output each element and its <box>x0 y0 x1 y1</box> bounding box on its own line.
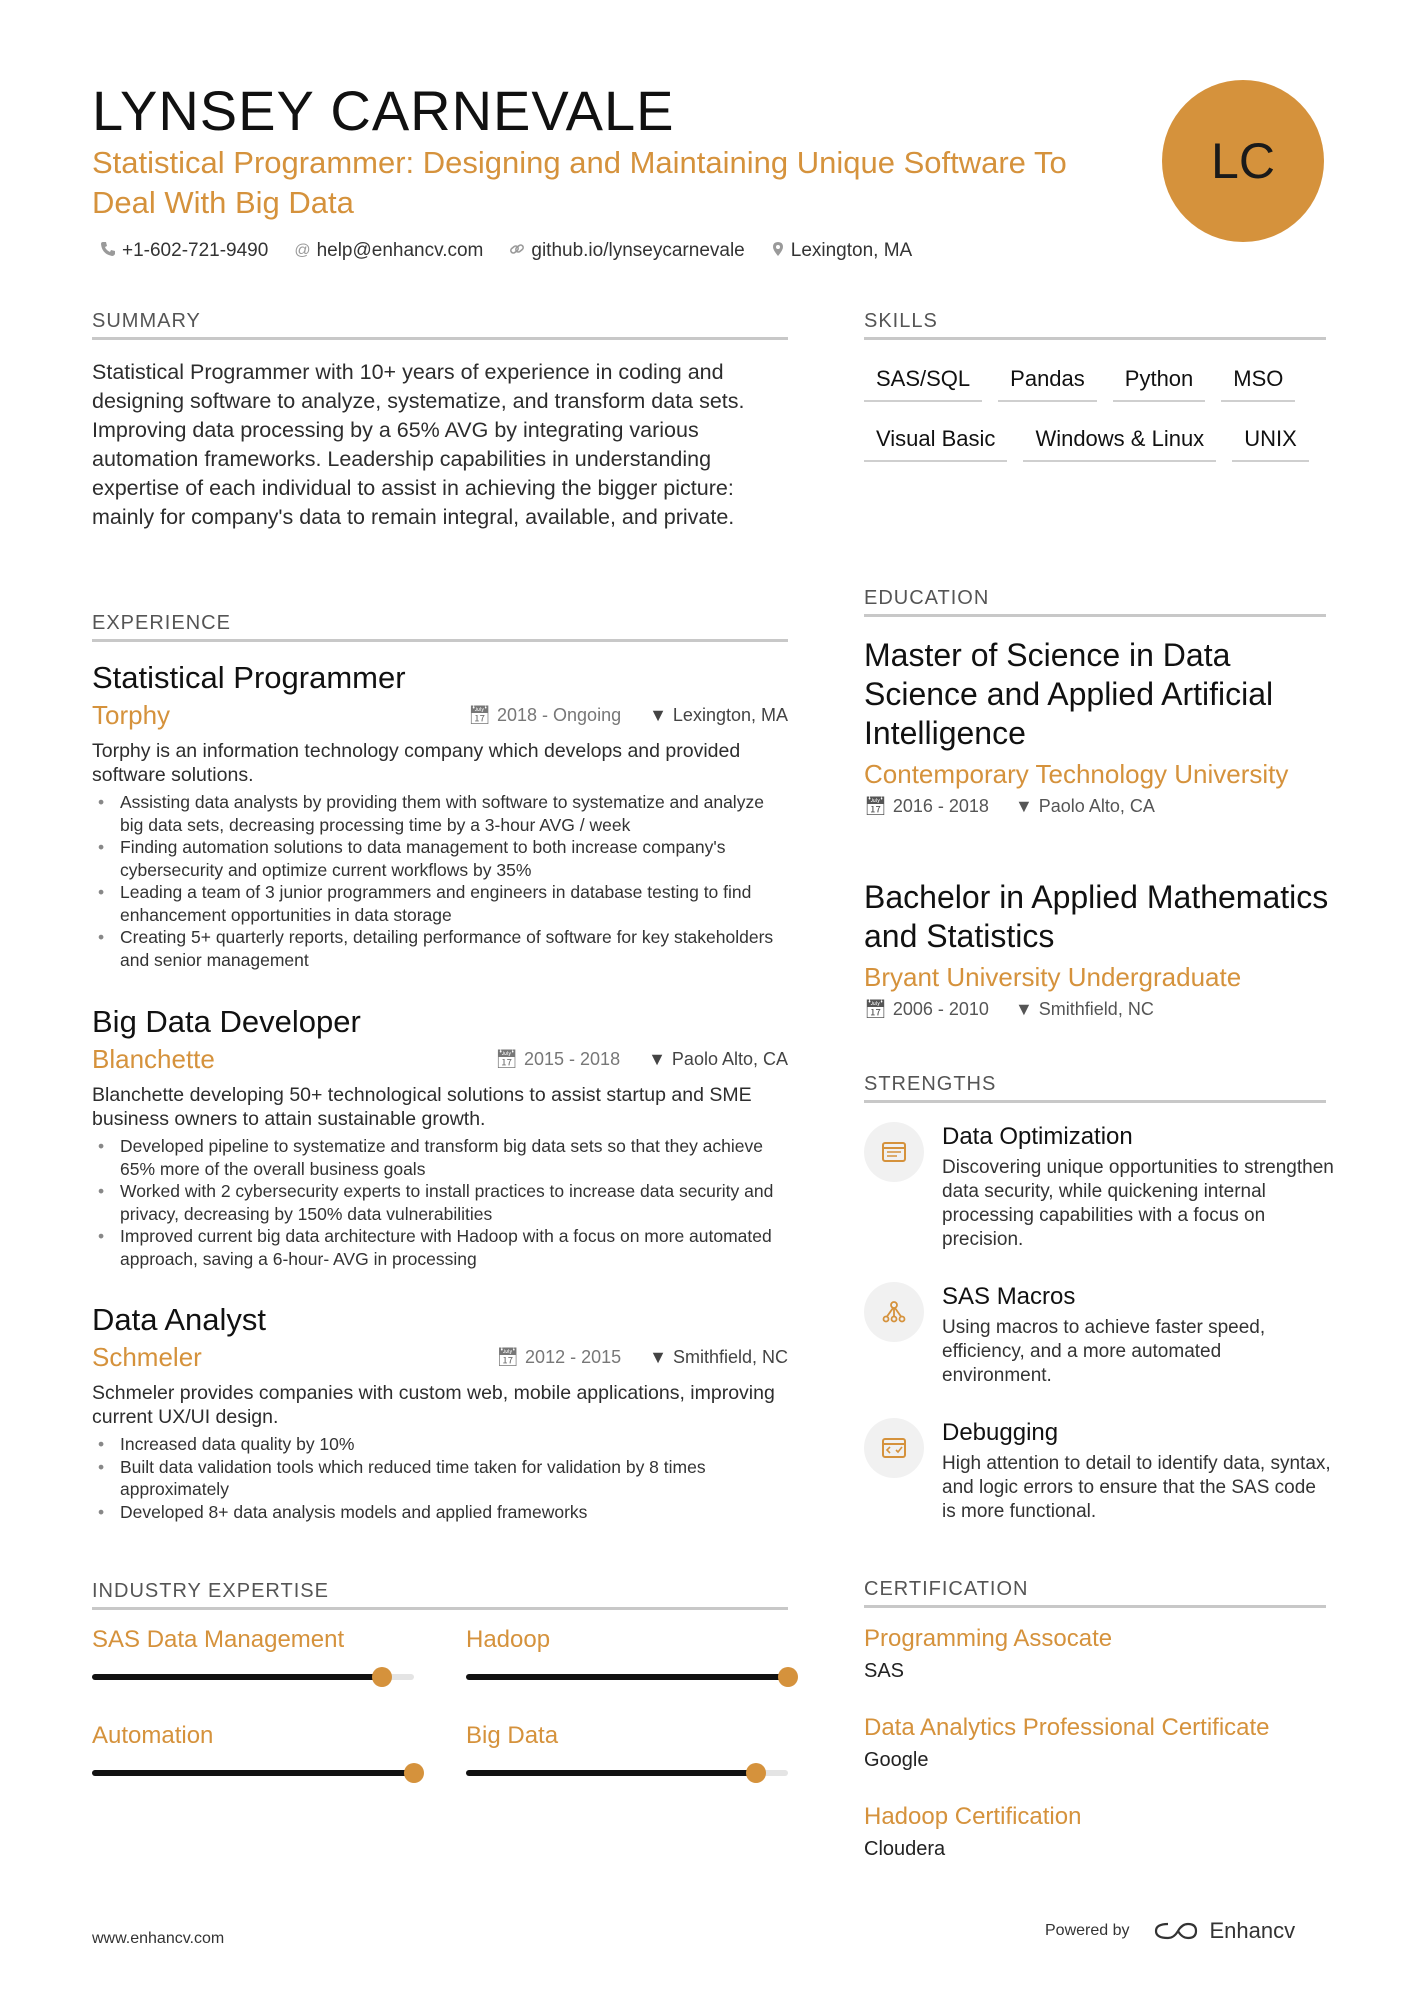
skill-tag: MSO <box>1221 360 1295 402</box>
job-location: ▼ Paolo Alto, CA <box>648 1049 788 1069</box>
network-icon <box>864 1282 924 1342</box>
location-pin-icon: ▼ <box>1014 796 1033 816</box>
certification-title: Hadoop Certification <box>864 1803 1082 1830</box>
expertise-label: Big Data <box>466 1722 559 1749</box>
skill-tag: SAS/SQL <box>864 360 982 402</box>
phone-icon <box>100 241 116 262</box>
job-dates: 📅︎ 2015 - 2018 <box>495 1049 621 1069</box>
link-icon <box>509 241 525 262</box>
list-item: • Finding automation solutions to data management to both increase company's cybersecurity and optimize current workflows by 35% <box>92 836 788 881</box>
expertise-bar-knob <box>778 1667 798 1687</box>
calendar-icon: 📅︎ <box>864 796 887 816</box>
expertise-bar-fill <box>466 1674 788 1680</box>
school-name: Bryant University Undergraduate <box>864 962 1242 992</box>
footer-branding <box>1045 1918 1295 1944</box>
job-title: Data Analyst <box>92 1302 267 1337</box>
strength-description: High attention to detail to identify data, syntax, and logic errors to ensure that the SAS code is more functional. <box>942 1453 1331 1522</box>
company-name: Torphy <box>92 700 171 730</box>
degree: Bachelor in Applied Mathematics and Statistics <box>864 879 1329 954</box>
certification-entry <box>864 1802 1344 1861</box>
section-title-summary: SUMMARY <box>92 310 788 340</box>
contact-location: Lexington, MA <box>771 240 912 262</box>
education-dates: 📅︎ 2016 - 2018 <box>864 796 989 816</box>
list-item: • Increased data quality by 10% <box>92 1433 788 1456</box>
education-entry <box>864 636 1334 817</box>
section-title-industry-expertise: INDUSTRY EXPERTISE <box>92 1580 788 1610</box>
certification-title: Data Analytics Professional Certificate <box>864 1714 1270 1741</box>
contact-email[interactable]: @ help@enhancv.com <box>294 240 484 261</box>
expertise-bar <box>466 1674 788 1680</box>
section-title-certification: CERTIFICATION <box>864 1578 1326 1608</box>
list-item: • Assisting data analysts by providing them with software to systematize and analyze big data sets, decreasing processing time by a 3-hour AVG / week <box>92 791 788 836</box>
job-entry <box>92 1300 788 1523</box>
job-location: ▼ Smithfield, NC <box>649 1347 788 1367</box>
location-pin-icon: ▼ <box>648 1049 666 1069</box>
section-title-education: EDUCATION <box>864 587 1326 617</box>
footer-website[interactable]: www.enhancv.com <box>92 1930 225 1947</box>
code-window-icon <box>864 1418 924 1478</box>
job-entry <box>92 1002 788 1270</box>
skill-tag: Pandas <box>998 360 1097 402</box>
degree: Master of Science in Data Science and Applied Artificial Intelligence <box>864 637 1274 751</box>
strength-title: Data Optimization <box>942 1123 1133 1150</box>
contact-bar <box>100 240 912 262</box>
section-title-strengths: STRENGTHS <box>864 1073 1326 1103</box>
location-pin-icon: ▼ <box>1014 999 1033 1019</box>
calendar-icon: 📅︎ <box>468 705 491 725</box>
list-item: • Developed 8+ data analysis models and applied frameworks <box>92 1501 788 1524</box>
job-description: Schmeler provides companies with custom web, mobile applications, improving current UX/UI design. <box>92 1382 775 1428</box>
job-bullets <box>92 791 788 971</box>
skills-list <box>864 360 1334 462</box>
job-bullets <box>92 1135 788 1270</box>
expertise-bar-fill <box>92 1770 414 1776</box>
list-item: • Worked with 2 cybersecurity experts to install practices to increase data security and privacy, decreasing by 150% data vulnerabilities <box>92 1180 788 1225</box>
expertise-bar <box>92 1674 414 1680</box>
calendar-icon: 📅︎ <box>495 1049 518 1069</box>
job-description: Torphy is an information technology company which develops and provided software solutions. <box>92 740 741 786</box>
avatar: LC <box>1162 80 1324 242</box>
job-location: ▼ Lexington, MA <box>649 705 788 725</box>
calendar-icon: 📅︎ <box>496 1347 520 1367</box>
candidate-name: LYNSEY CARNEVALE <box>92 79 675 142</box>
expertise-bar-fill <box>92 1674 382 1680</box>
job-description: Blanchette developing 50+ technological solutions to assist startup and SME business owners to attain sustainable growth. <box>92 1084 752 1130</box>
headline: Statistical Programmer: Designing and Maintaining Unique Software To Deal With Big Data <box>92 145 1067 220</box>
section-title-experience: EXPERIENCE <box>92 612 788 642</box>
job-title: Big Data Developer <box>92 1004 361 1039</box>
certification-issuer: Google <box>864 1749 929 1771</box>
skill-tag: Visual Basic <box>864 420 1007 462</box>
list-item: • Developed pipeline to systematize and transform big data sets so that they achieve 65% more of the overall business goals <box>92 1135 788 1180</box>
school-name: Contemporary Technology University <box>864 759 1289 789</box>
expertise-bar-knob <box>404 1763 424 1783</box>
expertise-bar-knob <box>746 1763 766 1783</box>
certification-issuer: Cloudera <box>864 1838 946 1860</box>
location-pin-icon <box>771 241 785 262</box>
location-pin-icon: ▼ <box>649 1347 667 1367</box>
expertise-bar-knob <box>372 1667 392 1687</box>
summary-text: Statistical Programmer with 10+ years of experience in coding and designing software to analyze, systematize, and transform data sets. Improving data processing by a 65% AVG by integrating various automation frameworks. Leadership capabilities in understanding expertise of each individual to assist in achieving the bigger picture: mainly for company's data to remain integral, available, and private. <box>92 360 745 529</box>
expertise-bar-fill <box>466 1770 756 1776</box>
at-icon: @ <box>294 242 311 259</box>
skill-tag: UNIX <box>1232 420 1309 462</box>
section-title-skills: SKILLS <box>864 310 1326 340</box>
certification-entry <box>864 1713 1344 1772</box>
company-name: Blanchette <box>92 1044 215 1074</box>
education-location: ▼ Paolo Alto, CA <box>1014 796 1155 816</box>
expertise-label: Hadoop <box>466 1626 551 1653</box>
education-dates: 📅︎ 2006 - 2010 <box>864 999 989 1019</box>
education-entry <box>864 878 1334 1020</box>
job-dates: 📅︎ 2012 - 2015 <box>496 1347 622 1367</box>
strength-title: SAS Macros <box>942 1283 1076 1310</box>
skill-tag: Python <box>1113 360 1206 402</box>
brand-logo[interactable] <box>1152 1918 1296 1944</box>
skill-tag: Windows & Linux <box>1023 420 1216 462</box>
job-dates: 📅︎ 2018 - Ongoing <box>468 705 622 725</box>
company-name: Schmeler <box>92 1342 202 1372</box>
education-location: ▼ Smithfield, NC <box>1014 999 1154 1019</box>
strength-title: Debugging <box>942 1419 1059 1446</box>
certification-issuer: SAS <box>864 1660 905 1682</box>
enhancv-logo-icon <box>1152 1918 1200 1944</box>
certification-entry <box>864 1624 1344 1683</box>
expertise-bar <box>92 1770 414 1776</box>
powered-by-label: Powered by <box>1045 1922 1130 1939</box>
strength-description: Using macros to achieve faster speed, efficiency, and a more automated environment. <box>942 1317 1266 1386</box>
job-bullets <box>92 1433 788 1523</box>
expertise-label: Automation <box>92 1722 214 1749</box>
brand-name: Enhancv <box>1209 1918 1296 1943</box>
list-item: • Leading a team of 3 junior programmers and engineers in database testing to find enhancement opportunities in data storage <box>92 881 788 926</box>
list-item: • Built data validation tools which reduced time taken for validation by 8 times approximately <box>92 1456 788 1501</box>
contact-phone[interactable]: +1-602-721-9490 <box>100 240 268 262</box>
browser-icon <box>864 1122 924 1182</box>
calendar-icon: 📅︎ <box>864 999 887 1019</box>
job-entry <box>92 658 788 971</box>
list-item: • Creating 5+ quarterly reports, detailing performance of software for key stakeholders and senior management <box>92 926 788 971</box>
certification-title: Programming Assocate <box>864 1625 1113 1652</box>
strength-description: Discovering unique opportunities to strengthen data security, while quickening internal processing capabilities with a focus on precision. <box>942 1157 1334 1250</box>
location-pin-icon: ▼ <box>649 705 667 725</box>
job-title: Statistical Programmer <box>92 660 406 695</box>
expertise-label: SAS Data Management <box>92 1626 345 1653</box>
expertise-bar <box>466 1770 788 1776</box>
contact-link[interactable]: github.io/lynseycarnevale <box>509 240 744 262</box>
list-item: • Improved current big data architecture with Hadoop with a focus on more automated approach, saving a 6-hour- AVG in processing <box>92 1225 788 1270</box>
